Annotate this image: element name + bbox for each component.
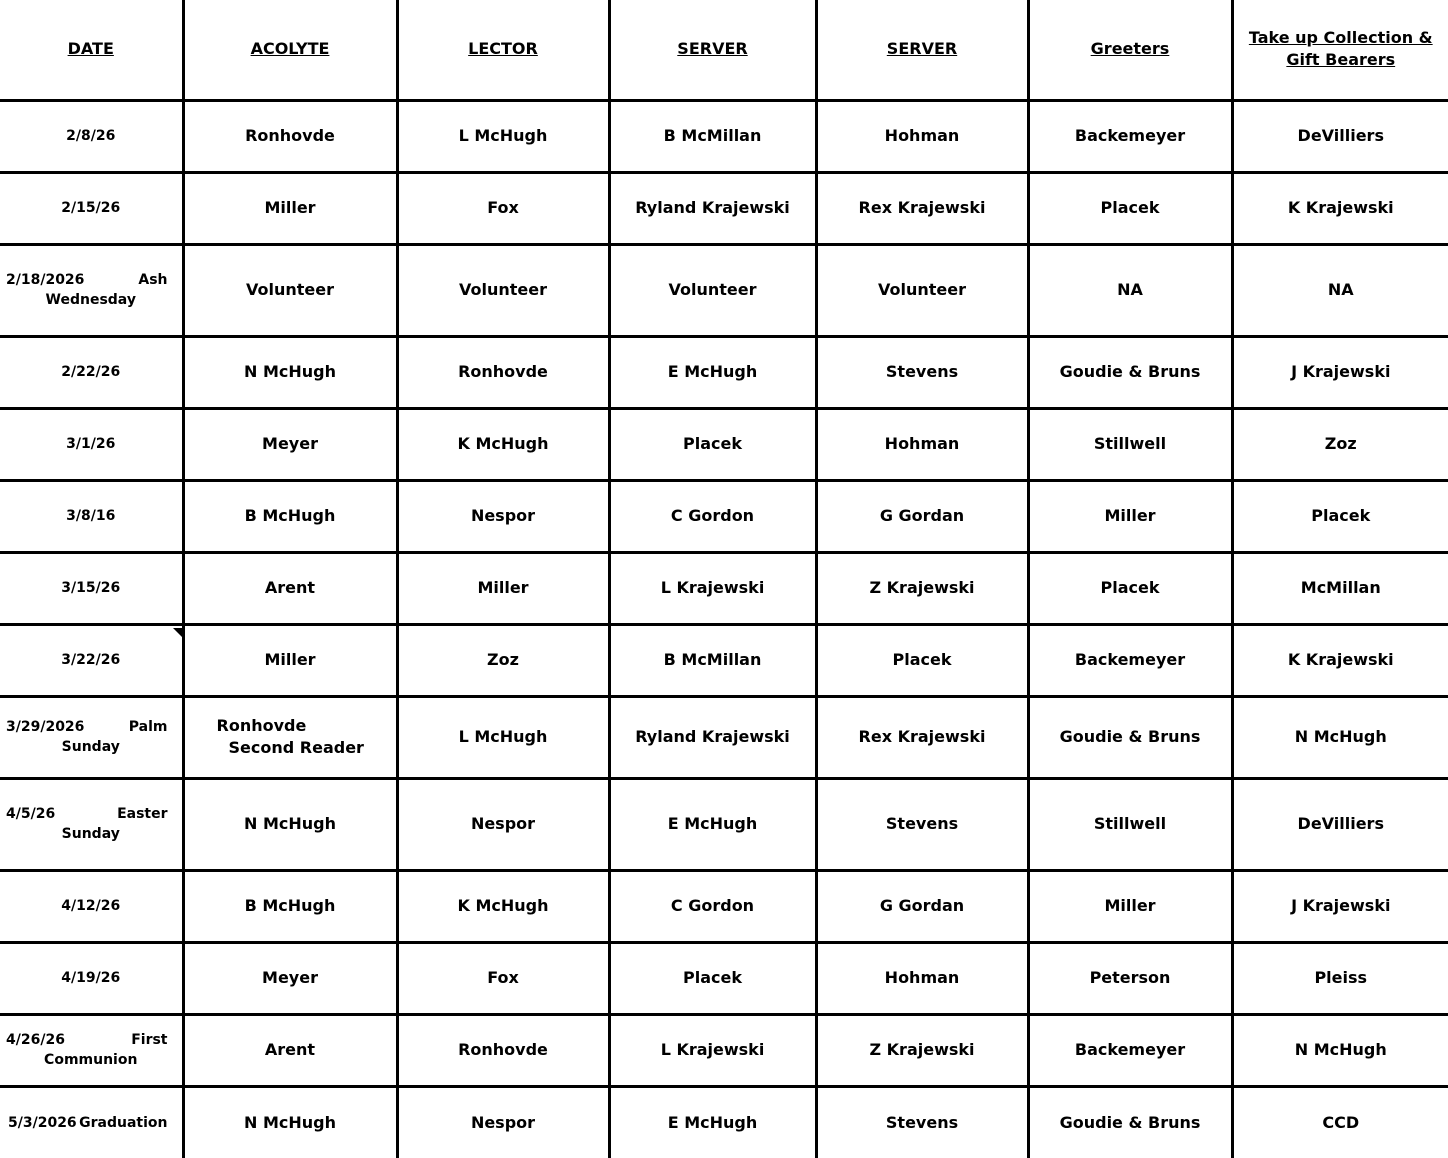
server-2-cell: Stevens xyxy=(816,336,1028,408)
date-note-line-1: Easter xyxy=(117,806,168,822)
header-row xyxy=(0,0,1448,100)
date-cell xyxy=(0,336,183,408)
collection-cell: CCD xyxy=(1232,1086,1448,1158)
lector-cell: Fox xyxy=(397,942,609,1014)
server-1-cell: B McMillan xyxy=(609,624,816,696)
date-value: 5/3/2026 xyxy=(8,1114,77,1131)
date-cell xyxy=(0,624,183,696)
server-1-cell: E McHugh xyxy=(609,1086,816,1158)
date-value: 4/12/26 xyxy=(61,898,121,914)
acolyte-cell: N McHugh xyxy=(183,1086,397,1158)
date-note-line-2: Sunday xyxy=(61,826,120,842)
server-1-cell: C Gordon xyxy=(609,480,816,552)
server-2-cell: Volunteer xyxy=(816,244,1028,336)
table-row xyxy=(0,100,1448,172)
collection-cell: K Krajewski xyxy=(1232,172,1448,244)
server-2-cell: Stevens xyxy=(816,778,1028,870)
date-note-line-1: Graduation xyxy=(79,1114,168,1131)
date-cell xyxy=(0,870,183,942)
date-cell xyxy=(0,172,183,244)
greeters-cell: Backemeyer xyxy=(1028,1014,1232,1086)
table-row xyxy=(0,624,1448,696)
date-cell xyxy=(0,696,183,778)
greeters-cell: Stillwell xyxy=(1028,408,1232,480)
acolyte-cell: N McHugh xyxy=(183,336,397,408)
collection-cell: N McHugh xyxy=(1232,696,1448,778)
collection-cell: J Krajewski xyxy=(1232,870,1448,942)
table-row xyxy=(0,552,1448,624)
acolyte-cell: Arent xyxy=(183,552,397,624)
greeters-cell: Miller xyxy=(1028,480,1232,552)
server-2-cell: Z Krajewski xyxy=(816,1014,1028,1086)
acolyte-cell: B McHugh xyxy=(183,480,397,552)
acolyte-cell: Meyer xyxy=(183,408,397,480)
date-note-line-1: First xyxy=(131,1032,168,1048)
date-cell xyxy=(0,100,183,172)
server-1-cell: E McHugh xyxy=(609,778,816,870)
greeters-cell: Placek xyxy=(1028,172,1232,244)
lector-cell: L McHugh xyxy=(397,100,609,172)
collection-cell: DeVilliers xyxy=(1232,778,1448,870)
date-value: 3/1/26 xyxy=(66,436,116,452)
server-2-cell: Hohman xyxy=(816,100,1028,172)
header-date: DATE xyxy=(0,0,183,100)
date-value: 3/15/26 xyxy=(61,580,121,596)
table-row xyxy=(0,480,1448,552)
lector-cell: K McHugh xyxy=(397,870,609,942)
table-row xyxy=(0,778,1448,870)
server-1-cell: L Krajewski xyxy=(609,1014,816,1086)
greeters-cell: Goudie & Bruns xyxy=(1028,696,1232,778)
table-row xyxy=(0,696,1448,778)
server-2-cell: Stevens xyxy=(816,1086,1028,1158)
date-note-line-1: Ash xyxy=(138,272,168,288)
lector-cell: K McHugh xyxy=(397,408,609,480)
lector-cell: L McHugh xyxy=(397,696,609,778)
acolyte-cell: N McHugh xyxy=(183,778,397,870)
lector-cell: Zoz xyxy=(397,624,609,696)
date-note-line-2: Sunday xyxy=(61,739,120,755)
header-collection: Take up Collection & Gift Bearers xyxy=(1232,0,1448,100)
collection-cell: NA xyxy=(1232,244,1448,336)
lector-cell: Nespor xyxy=(397,480,609,552)
date-value: 4/5/26 xyxy=(6,806,56,822)
collection-cell: J Krajewski xyxy=(1232,336,1448,408)
table-row xyxy=(0,942,1448,1014)
table-row xyxy=(0,408,1448,480)
date-value: 3/22/26 xyxy=(61,652,121,668)
acolyte-name: Ronhovde xyxy=(216,716,307,735)
acolyte-cell: B McHugh xyxy=(183,870,397,942)
server-1-cell: E McHugh xyxy=(609,336,816,408)
date-cell xyxy=(0,778,183,870)
table-row xyxy=(0,244,1448,336)
table-row xyxy=(0,870,1448,942)
greeters-cell: Backemeyer xyxy=(1028,624,1232,696)
server-1-cell: C Gordon xyxy=(609,870,816,942)
header-greeters: Greeters xyxy=(1028,0,1232,100)
server-2-cell: Placek xyxy=(816,624,1028,696)
table-row xyxy=(0,172,1448,244)
lector-cell: Miller xyxy=(397,552,609,624)
date-cell xyxy=(0,1014,183,1086)
server-1-cell: Ryland Krajewski xyxy=(609,696,816,778)
server-2-cell: Hohman xyxy=(816,942,1028,1014)
acolyte-cell: Miller xyxy=(183,624,397,696)
server-1-cell: Placek xyxy=(609,408,816,480)
greeters-cell: Goudie & Bruns xyxy=(1028,336,1232,408)
server-1-cell: Ryland Krajewski xyxy=(609,172,816,244)
greeters-cell: Stillwell xyxy=(1028,778,1232,870)
greeters-cell: NA xyxy=(1028,244,1232,336)
date-value: 3/8/16 xyxy=(66,508,116,524)
lector-cell: Fox xyxy=(397,172,609,244)
acolyte-cell xyxy=(183,696,397,778)
table-row xyxy=(0,1086,1448,1158)
server-1-cell: Volunteer xyxy=(609,244,816,336)
server-1-cell: B McMillan xyxy=(609,100,816,172)
acolyte-cell: Ronhovde xyxy=(183,100,397,172)
lector-cell: Ronhovde xyxy=(397,1014,609,1086)
header-acolyte: ACOLYTE xyxy=(183,0,397,100)
lector-cell: Nespor xyxy=(397,778,609,870)
greeters-cell: Goudie & Bruns xyxy=(1028,1086,1232,1158)
acolyte-cell: Miller xyxy=(183,172,397,244)
date-cell xyxy=(0,942,183,1014)
server-1-cell: Placek xyxy=(609,942,816,1014)
date-value: 2/15/26 xyxy=(61,200,121,216)
collection-cell: Pleiss xyxy=(1232,942,1448,1014)
server-2-cell: G Gordan xyxy=(816,480,1028,552)
server-2-cell: Rex Krajewski xyxy=(816,696,1028,778)
server-2-cell: G Gordan xyxy=(816,870,1028,942)
acolyte-cell: Meyer xyxy=(183,942,397,1014)
date-note-line-2: Wednesday xyxy=(45,292,136,308)
date-note-line-2: Communion xyxy=(44,1052,138,1068)
acolyte-cell: Volunteer xyxy=(183,244,397,336)
collection-cell: Zoz xyxy=(1232,408,1448,480)
date-value: 2/18/2026 xyxy=(6,272,85,288)
greeters-cell: Placek xyxy=(1028,552,1232,624)
server-2-cell: Rex Krajewski xyxy=(816,172,1028,244)
date-value: 2/22/26 xyxy=(61,364,121,380)
date-cell xyxy=(0,408,183,480)
greeters-cell: Backemeyer xyxy=(1028,100,1232,172)
table-row xyxy=(0,1014,1448,1086)
greeters-cell: Peterson xyxy=(1028,942,1232,1014)
date-cell xyxy=(0,552,183,624)
date-cell xyxy=(0,480,183,552)
collection-cell: K Krajewski xyxy=(1232,624,1448,696)
date-note-line-1: Palm xyxy=(128,719,168,735)
date-value: 4/19/26 xyxy=(61,970,121,986)
server-2-cell: Z Krajewski xyxy=(816,552,1028,624)
server-2-cell: Hohman xyxy=(816,408,1028,480)
date-cell xyxy=(0,1086,183,1158)
table-row xyxy=(0,336,1448,408)
header-server-2: SERVER xyxy=(816,0,1028,100)
acolyte-cell: Arent xyxy=(183,1014,397,1086)
lector-cell: Ronhovde xyxy=(397,336,609,408)
lector-cell: Nespor xyxy=(397,1086,609,1158)
greeters-cell: Miller xyxy=(1028,870,1232,942)
header-lector: LECTOR xyxy=(397,0,609,100)
header-server-1: SERVER xyxy=(609,0,816,100)
collection-cell: Placek xyxy=(1232,480,1448,552)
acolyte-note: Second Reader xyxy=(228,738,364,757)
lector-cell: Volunteer xyxy=(397,244,609,336)
server-1-cell: L Krajewski xyxy=(609,552,816,624)
date-value: 4/26/26 xyxy=(6,1032,65,1048)
collection-cell: DeVilliers xyxy=(1232,100,1448,172)
comment-indicator xyxy=(173,628,183,638)
collection-cell: N McHugh xyxy=(1232,1014,1448,1086)
date-value: 3/29/2026 xyxy=(6,719,85,735)
date-value: 2/8/26 xyxy=(66,128,116,144)
collection-cell: McMillan xyxy=(1232,552,1448,624)
date-cell xyxy=(0,244,183,336)
